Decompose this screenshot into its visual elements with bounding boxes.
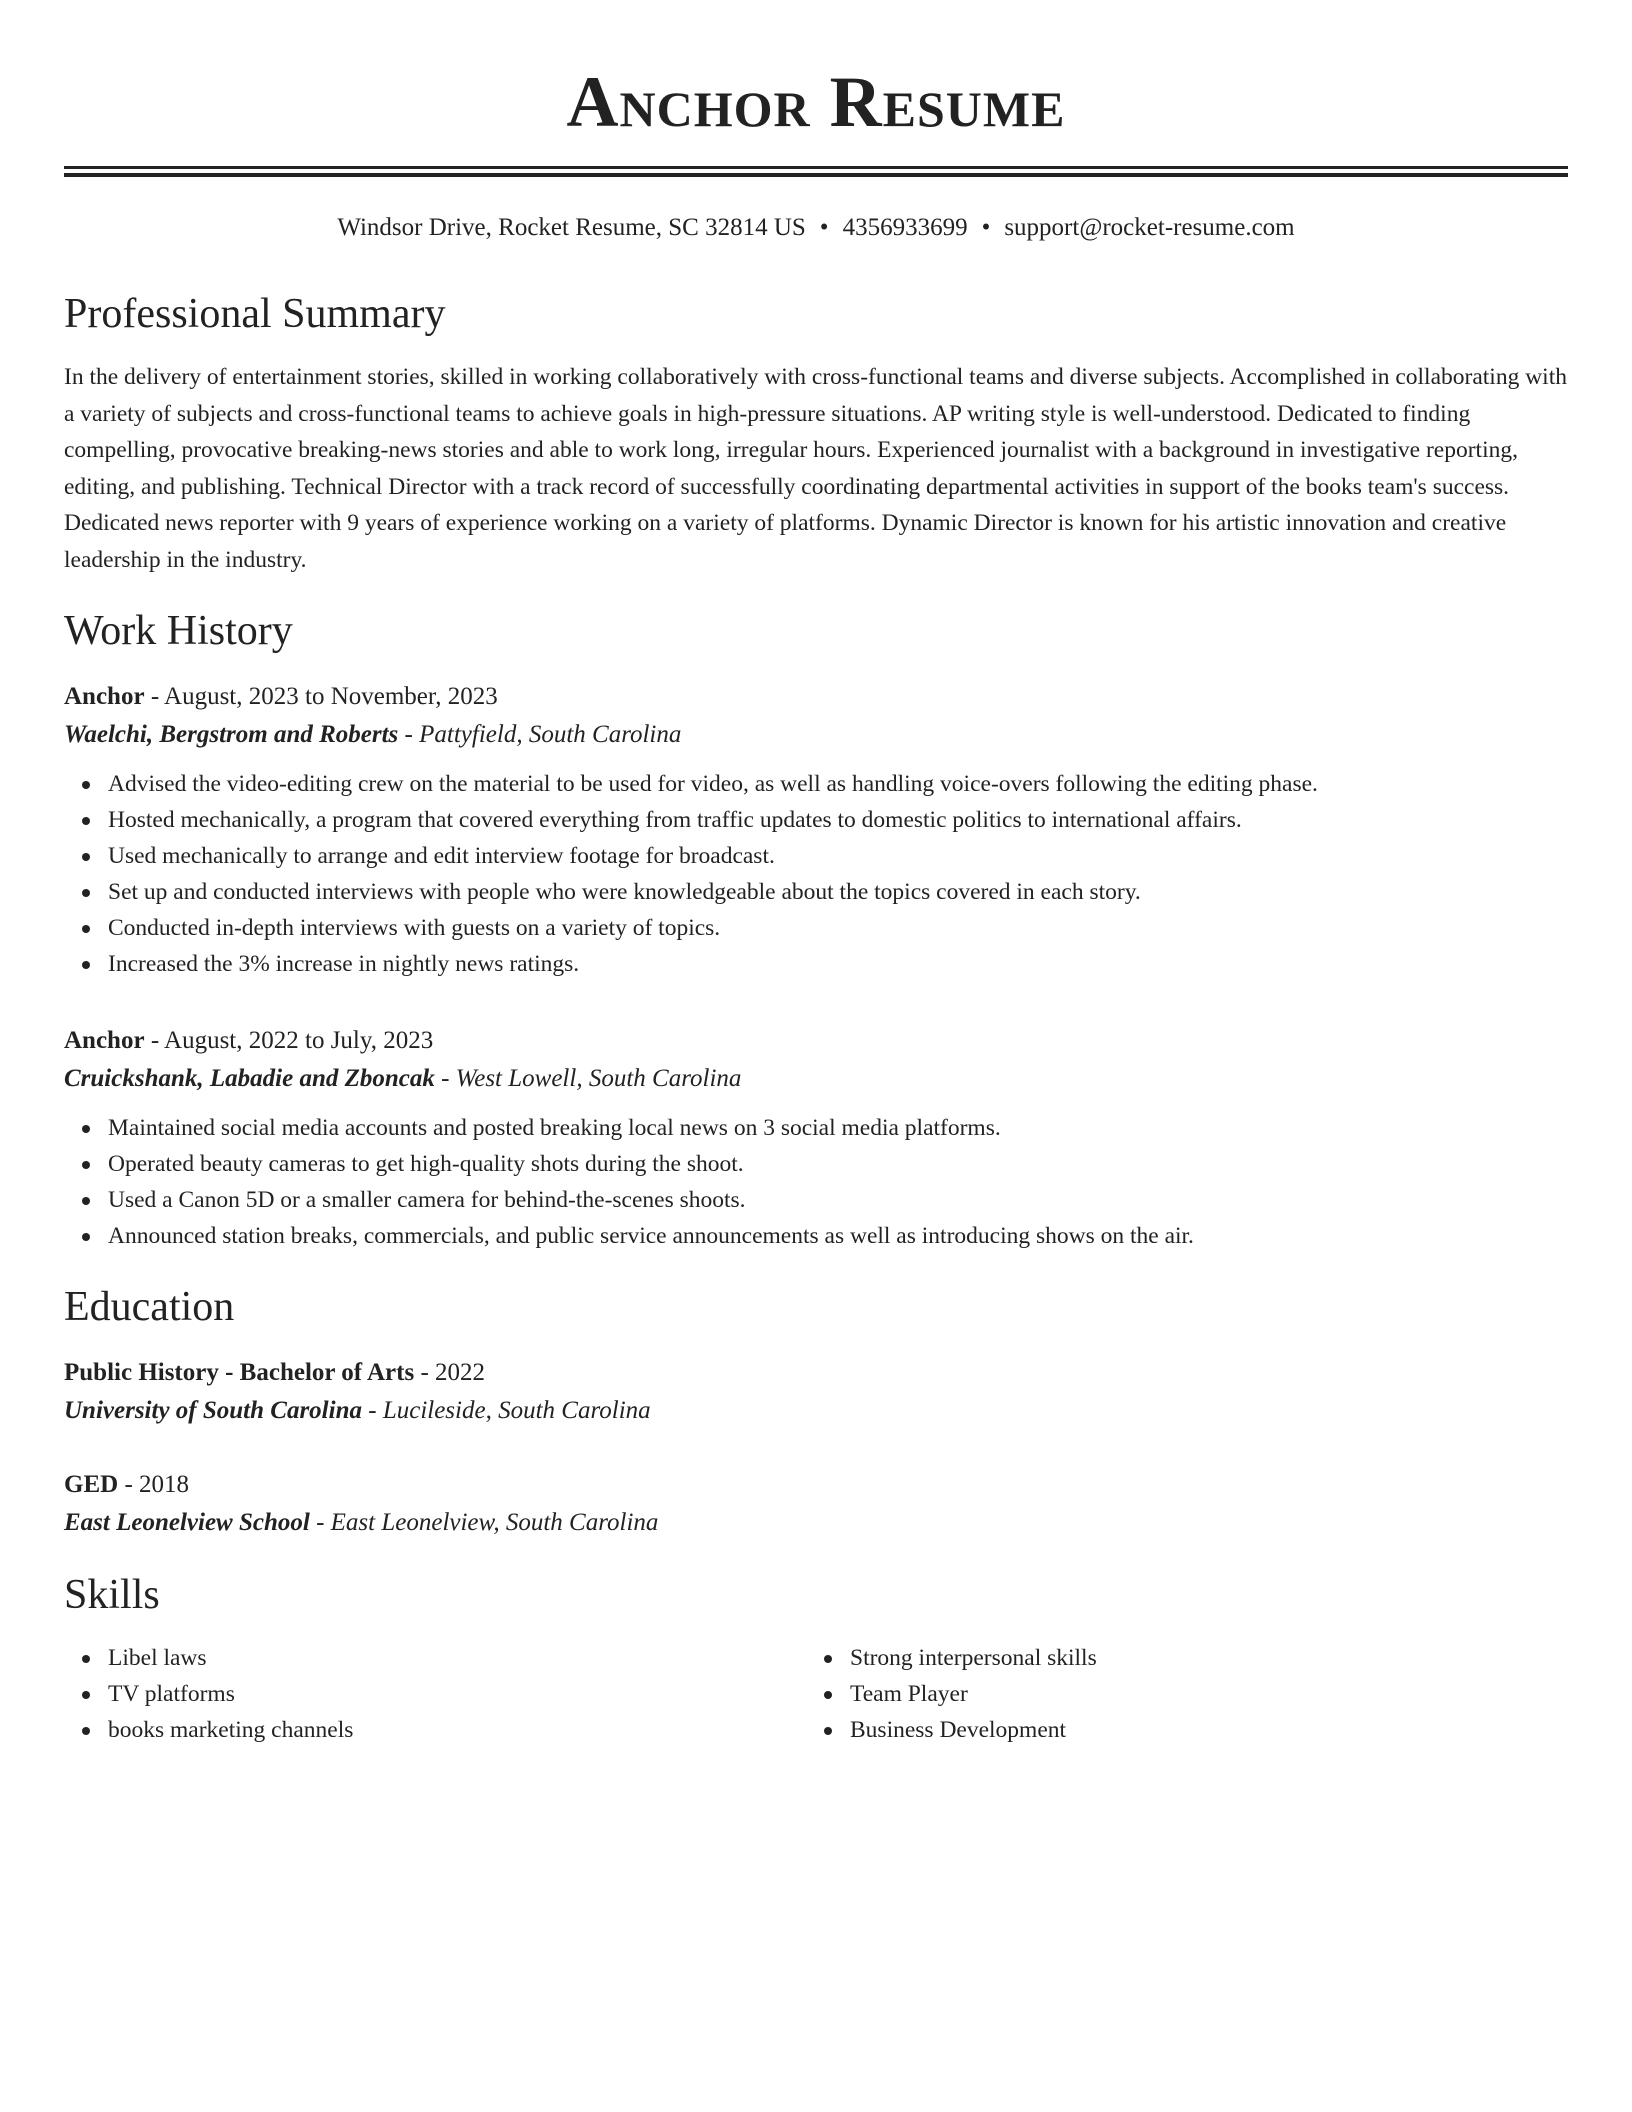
contact-separator: • [981,214,991,241]
job-entry [64,678,1568,982]
skills-list-left [64,1640,806,1748]
list-item: Announced station breaks, commercials, and public service announcements as well as introducing shows on the air. [108,1218,1568,1254]
job-dates: August, 2023 to November, 2023 [164,683,498,710]
list-item: Increased the 3% increase in nightly news ratings. [108,946,1568,982]
job-heading [64,678,1568,716]
job-heading [64,1022,1568,1060]
job-dash: - [398,721,420,748]
education-year: 2018 [139,1471,190,1498]
education-dash: - [118,1471,140,1498]
job-role: Anchor [64,1027,145,1054]
job-dash: - [144,1027,165,1054]
education-degree: GED [64,1471,119,1498]
job-role: Anchor [64,683,145,710]
list-item: Used mechanically to arrange and edit interview footage for broadcast. [108,838,1568,874]
section-title-work-history: Work History [64,608,293,654]
education-school-line [64,1392,1568,1430]
job-company: Cruickshank, Labadie and Zboncak [64,1065,435,1092]
summary-text: In the delivery of entertainment stories, skilled in working collaboratively with cross-functional teams and diverse subjects. Accomplished in collaborating with a variety of subjects and cross-functional teams to achieve goals in high-pressure situations. AP writing style is well-understood. Dedicated to finding compelling, provocative breaking-news stories and able to work long, irregular hours. Experienced journalist with a background in investigative reporting, editing, and publishing. Technical Director with a track record of successfully coordinating departmental activities in support of the books team's success. Dedicated news reporter with 9 years of experience working on a variety of platforms. Dynamic Director is known for his artistic innovation and creative leadership in the industry. [64,364,1567,573]
list-item: Hosted mechanically, a program that covered everything from traffic updates to domestic politics to international affairs. [108,802,1568,838]
contact-separator: • [819,214,829,241]
skill-item: Team Player [850,1676,1548,1712]
job-bullets [64,766,1568,982]
job-employer [64,716,1568,754]
list-item: Set up and conducted interviews with people who were knowledgeable about the topics covered in each story. [108,874,1568,910]
list-item: Used a Canon 5D or a smaller camera for behind-the-scenes shoots. [108,1182,1568,1218]
list-item: Operated beauty cameras to get high-quality shots during the shoot. [108,1146,1568,1182]
contact-phone: 4356933699 [842,214,968,241]
section-title-summary: Professional Summary [64,291,446,337]
contact-email: support@rocket-resume.com [1004,214,1295,241]
skill-item: TV platforms [108,1676,806,1712]
education-dash: - [309,1509,331,1536]
skills-columns [64,1640,1568,1748]
skill-item: Strong interpersonal skills [850,1640,1548,1676]
section-title-skills: Skills [64,1572,160,1618]
skills-list-right [806,1640,1548,1748]
job-dash: - [144,683,165,710]
contact-line [64,211,1568,245]
list-item: Conducted in-depth interviews with guests on a variety of topics. [108,910,1568,946]
education-entry [64,1466,1568,1542]
education-heading [64,1466,1568,1504]
job-bullets [64,1110,1568,1254]
job-dash: - [434,1065,456,1092]
job-entry [64,1022,1568,1254]
education-year: 2022 [435,1359,486,1386]
section-title-education: Education [64,1284,235,1330]
education-location: East Leonelview, South Carolina [330,1509,659,1536]
job-company: Waelchi, Bergstrom and Roberts [64,721,399,748]
job-location: Pattyfield, South Carolina [419,721,682,748]
job-employer [64,1060,1568,1098]
list-item: Advised the video-editing crew on the material to be used for video, as well as handling voice-overs following the editing phase. [108,766,1568,802]
contact-address: Windsor Drive, Rocket Resume, SC 32814 US [337,214,806,241]
education-school-line [64,1504,1568,1542]
list-item: Maintained social media accounts and posted breaking local news on 3 social media platforms. [108,1110,1568,1146]
skill-item: Business Development [850,1712,1548,1748]
education-school: East Leonelview School [64,1509,310,1536]
resume-name: Anchor Resume [566,62,1066,142]
header-double-rule [64,166,1568,177]
skill-item: Libel laws [108,1640,806,1676]
education-school: University of South Carolina [64,1397,362,1424]
job-dates: August, 2022 to July, 2023 [164,1027,434,1054]
education-degree: Public History - Bachelor of Arts [64,1359,415,1386]
education-dash: - [361,1397,383,1424]
skill-item: books marketing channels [108,1712,806,1748]
job-location: West Lowell, South Carolina [455,1065,742,1092]
education-entry [64,1354,1568,1430]
education-location: Lucileside, South Carolina [382,1397,651,1424]
education-heading [64,1354,1568,1392]
education-dash: - [414,1359,436,1386]
